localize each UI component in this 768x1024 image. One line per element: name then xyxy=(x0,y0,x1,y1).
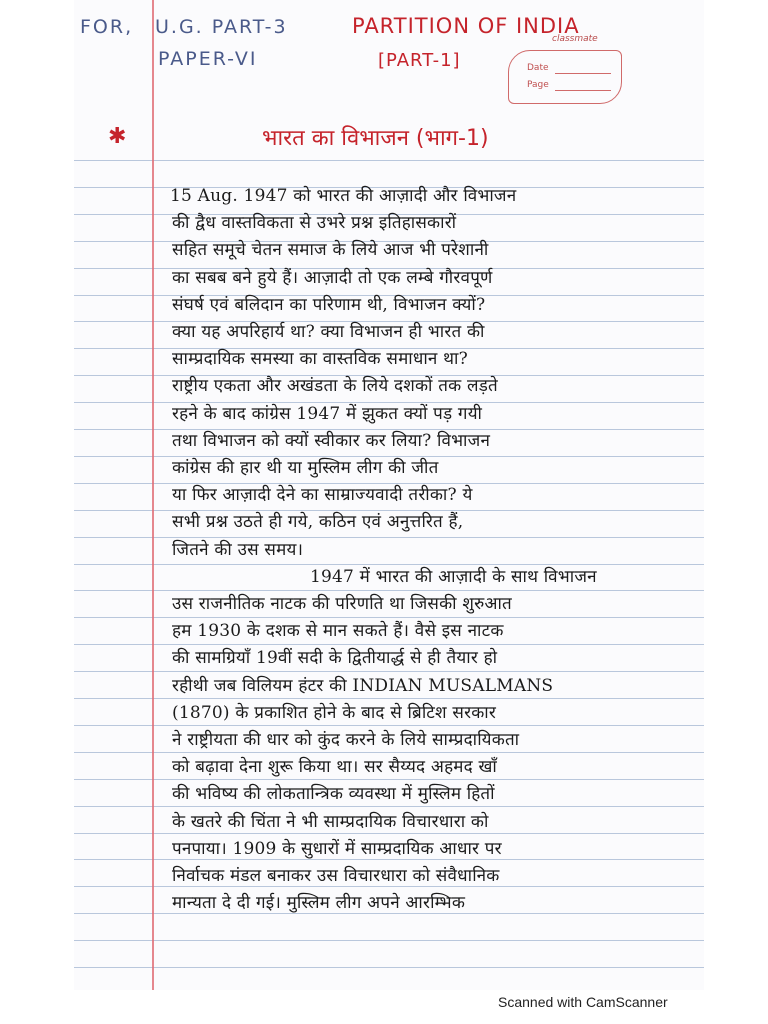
scanner-watermark: Scanned with CamScanner xyxy=(498,994,668,1010)
text-line: की सामग्रियाँ 19वीं सदी के द्वितीयार्द्ध से ही तैयार हो xyxy=(172,648,498,669)
course-label: U.G. PART-3 xyxy=(155,16,288,38)
text-line: क्या यह अपरिहार्य था? क्या विभाजन ही भारत की xyxy=(172,322,485,342)
text-line: जितने की उस समय। xyxy=(172,539,304,560)
text-line: मान्यता दे दी गई। मुस्लिम लीग अपने आरम्भिक xyxy=(172,893,466,914)
text-line: कांग्रेस की हार थी या मुस्लिम लीग की जीत xyxy=(172,458,439,478)
ruled-line xyxy=(74,886,704,887)
ruled-line xyxy=(74,779,704,780)
text-line: पनपाया। 1909 के सुधारों में साम्प्रदायिक आधार पर xyxy=(172,838,502,859)
text-line: सहित समूचे चेतन समाज के लिये आज भी परेशानी xyxy=(172,240,489,261)
page-field-line xyxy=(555,90,611,91)
for-label: FOR, xyxy=(80,16,134,38)
text-line: (1870) के प्रकाशित होने के बाद से ब्रिटिश सरकार xyxy=(172,702,497,723)
date-label: Date xyxy=(527,63,549,73)
text-line: का सबब बने हुये हैं। आज़ादी तो एक लम्बे गौरवपूर्ण xyxy=(172,267,493,288)
text-line: सभी प्रश्न उठते ही गये, कठिन एवं अनुत्तरित हैं, xyxy=(172,512,464,533)
ruled-line xyxy=(74,725,704,726)
text-line: संघर्ष एवं बलिदान का परिणाम थी, विभाजन क्यों? xyxy=(172,294,486,315)
margin-line xyxy=(152,0,154,990)
text-line: 1947 में भारत की आज़ादी के साथ विभाजन xyxy=(310,566,597,587)
text-line: उस राजनीतिक नाटक की परिणति था जिसकी शुरुआत xyxy=(172,594,512,614)
date-page-stamp xyxy=(508,50,622,104)
text-line: साम्प्रदायिक समस्या का वास्तविक समाधान था? xyxy=(172,349,468,370)
part-label: [PART-1] xyxy=(378,50,461,71)
bullet-mark: ✱ xyxy=(108,124,127,149)
paper-label: PAPER-VI xyxy=(158,48,258,70)
ruled-line xyxy=(74,752,704,753)
page-label: Page xyxy=(527,80,549,90)
text-line: निर्वाचक मंडल बनाकर उस विचारधारा को संवैधानिक xyxy=(172,866,500,886)
text-line: की भविष्य की लोकतान्त्रिक व्यवस्था में मुस्लिम हितों xyxy=(172,784,495,805)
text-line: के खतरे की चिंता ने भी साम्प्रदायिक विचारधारा को xyxy=(172,811,489,832)
ruled-line xyxy=(74,967,704,968)
ruled-line xyxy=(74,160,704,161)
date-field-line xyxy=(555,73,611,74)
ruled-line xyxy=(74,833,704,834)
text-line: 15 Aug. 1947 को भारत की आज़ादी और विभाजन xyxy=(170,186,517,206)
notebook-brand: classmate xyxy=(552,34,598,44)
text-line: ने राष्ट्रीयता की धार को कुंद करने के लिये साम्प्रदायिकता xyxy=(172,730,520,750)
page-title: PARTITION OF INDIA xyxy=(352,14,580,38)
ruled-line xyxy=(74,940,704,941)
text-line: को बढ़ावा देना शुरू किया था। सर सैय्यद अहमद खाँ xyxy=(172,757,498,778)
text-line: की द्वैध वास्तविकता से उभरे प्रश्न इतिहासकारों xyxy=(172,213,457,234)
text-line: हम 1930 के दशक से मान सकते हैं। वैसे इस नाटक xyxy=(172,621,504,642)
text-line: या फिर आज़ादी देने का साम्राज्यवादी तरीका? ये xyxy=(172,485,473,506)
text-line: रहने के बाद कांग्रेस 1947 में झुकत क्यों पड़ गयी xyxy=(172,403,483,424)
ruled-line xyxy=(74,859,704,860)
ruled-line xyxy=(74,806,704,807)
ruled-line xyxy=(74,537,704,538)
ruled-line xyxy=(74,913,704,914)
section-heading: भारत का विभाजन (भाग-1) xyxy=(262,126,489,151)
text-line: रहीथी जब विलियम हंटर की INDIAN MUSALMANS xyxy=(172,675,554,696)
text-line: राष्ट्रीय एकता और अखंडता के लिये दशकों तक लड़ते xyxy=(172,376,498,397)
text-line: तथा विभाजन को क्यों स्वीकार कर लिया? विभाजन xyxy=(172,430,491,451)
